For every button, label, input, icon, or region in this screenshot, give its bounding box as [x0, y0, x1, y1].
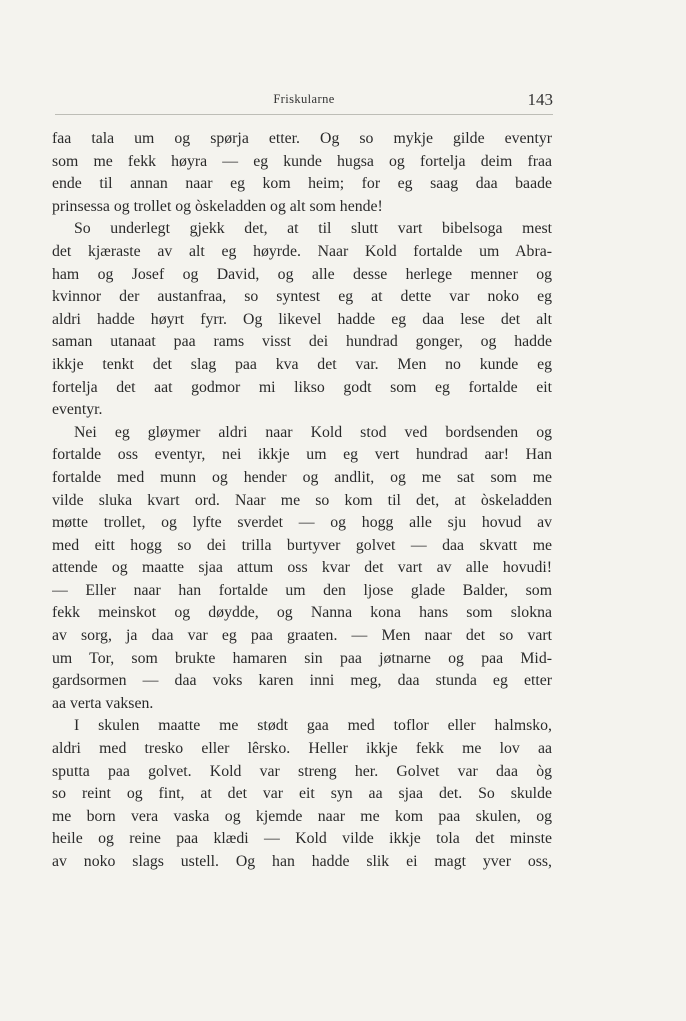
text-line: prinsessa og trollet og òskeladden og alt som hende! [52, 197, 383, 215]
text-line: — Eller naar han fortalde um den ljose glade Balder, som [52, 581, 552, 599]
text-line: gardsormen — daa voks karen inni meg, daa stunda eg etter [52, 672, 552, 690]
running-header [55, 90, 553, 116]
text-line: med eitt hogg so dei trilla burtyver golvet — daa skvatt me [52, 536, 552, 554]
paragraph [52, 128, 552, 218]
text-line: eventyr. [52, 401, 103, 419]
header-rule [55, 114, 553, 115]
text-line: av sorg, ja daa var eg paa graaten. — Men naar det so vart [52, 627, 552, 645]
text-line: fortalde med munn og hender og andlit, og me sat som me [52, 468, 552, 486]
text-line: som me fekk høyra — eg kunde hugsa og fortelja deim fraa [52, 152, 552, 170]
text-line: ikkje tenkt det slag paa kva det var. Men no kunde eg [52, 355, 552, 373]
text-line: ende til annan naar eg kom heim; for eg saag daa baade [52, 175, 552, 193]
text-line: saman utanaat paa rams visst dei hundrad gonger, og hadde [52, 333, 552, 351]
page-number: 143 [527, 90, 553, 109]
text-line: kvinnor der austanfraa, so syntest eg at dette var noko eg [52, 288, 552, 306]
text-line: ham og Josef og David, og alle desse herlege menner og [52, 265, 552, 283]
text-line: aldri hadde høyrt fyrr. Og likevel hadde eg daa lese det alt [52, 310, 552, 328]
text-line: attende og maatte sjaa attum oss kvar det vart av alle hovudi! [52, 559, 552, 577]
text-line: møtte trollet, og lyfte sverdet — og hogg alle sju hovud av [52, 514, 552, 532]
paragraph [52, 715, 552, 873]
text-line: I skulen maatte me stødt gaa med toflor eller halmsko, [74, 717, 552, 735]
text-line: sputta paa golvet. Kold var streng her. Golvet var daa òg [52, 762, 552, 780]
body-text [52, 128, 552, 874]
text-line: Nei eg gløymer aldri naar Kold stod ved bordsenden og [74, 423, 552, 441]
text-line: fortelja det aat godmor mi likso godt som eg fortalde eit [52, 378, 552, 396]
text-line: um Tor, som brukte hamaren sin paa jøtnarne og paa Mid- [52, 649, 552, 667]
text-line: av noko slags ustell. Og han hadde slik ei magt yver oss, [52, 853, 552, 870]
paragraph [52, 218, 552, 421]
text-line: det kjæraste av alt eg høyrde. Naar Kold fortalde um Abra- [52, 242, 552, 260]
text-line: fekk meinskot og døydde, og Nanna kona hans som slokna [52, 604, 552, 622]
text-line: vilde sluka kvart ord. Naar me so kom til det, at òskeladden [52, 491, 552, 509]
paragraph [52, 422, 552, 716]
text-line: aa verta vaksen. [52, 694, 154, 712]
text-line: aldri med tresko eller lêrsko. Heller ikkje fekk me lov aa [52, 740, 552, 758]
text-line: me born vera vaska og kjemde naar me kom paa skulen, og [52, 807, 552, 825]
text-line: so reint og fint, at det var eit syn aa sjaa det. So skulde [52, 785, 552, 803]
text-line: So underlegt gjekk det, at til slutt vart bibelsoga mest [74, 220, 552, 238]
text-line: heile og reine paa klædi — Kold vilde ikkje tola det minste [52, 830, 552, 848]
text-line: faa tala um og spørja etter. Og so mykje gilde eventyr [52, 130, 552, 147]
text-line: fortalde oss eventyr, nei ikkje um eg vert hundrad aar! Han [52, 446, 552, 464]
running-title: Friskularne [273, 92, 335, 106]
